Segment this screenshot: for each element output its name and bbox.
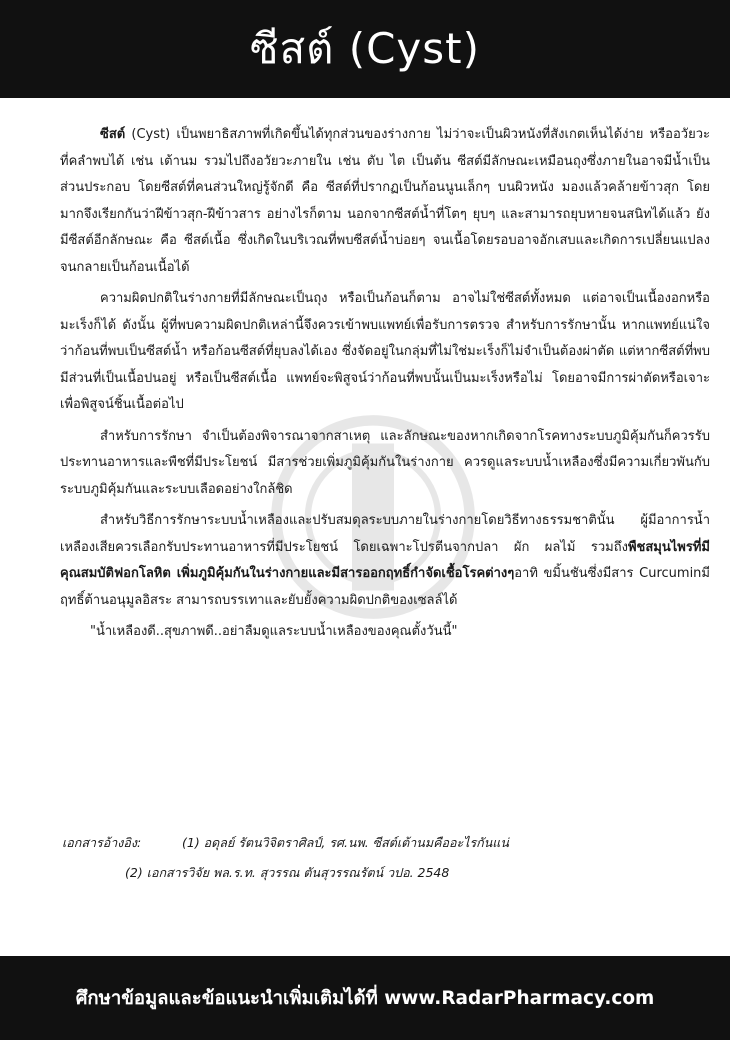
references: [62, 828, 702, 888]
slogan-quote: "น้ำเหลืองดี..สุขภาพดี..อย่าลืมดูแลระบบน้ำเหลืองของคุณตั้งวันนี้": [90, 624, 458, 639]
herb-highlight: พืชสมุนไพรที่มีคุณสมบัติฟอกโลหิต เพิ่มภูมิคุ้มกันในร่างกายและมีสารออกฤทธิ์กำจัดเชื้อโรคต่างๆ: [60, 539, 710, 581]
references-label: เอกสารอ้างอิง:: [62, 835, 142, 850]
paragraph-natural-treatment: สำหรับวิธีการรักษาระบบน้ำเหลืองและปรับสมดุลระบบภายในร่างกายโดยวิธีทางธรรมชาตินั้น ผู้มีอาการน้ำเหลืองเสียควรเลือกรับประทานอาหารที่มีประโยชน์ โดยเฉพาะโปรตีนจากปลา ผัก ผลไม้ รวมถึงพืชสมุนไพรที่มีคุณสมบัติฟอกโลหิต เพิ่มภูมิคุ้มกันในร่างกายและมีสารออกฤทธิ์กำจัดเชื้อโรคต่างๆอาทิ ขมิ้นชันซึ่งมีสาร Curcuminมีฤทธิ์ต้านอนุมูลอิสระ สามารถบรรเทาและยับยั้งความผิดปกติของเซลล์ได้: [60, 513, 710, 608]
reference-item: (2) เอกสารวิจัย พล.ร.ท. สุวรรณ ตันสุวรรณรัตน์ วปอ. 2548: [125, 865, 450, 880]
footer-banner: [0, 956, 730, 1040]
article-body: [60, 122, 710, 651]
page-title: ซีสต์ (Cyst): [249, 24, 481, 73]
title-banner: [0, 0, 730, 98]
paragraph-treatment: สำหรับการรักษา จำเป็นต้องพิจารณาจากสาเหตุ และลักษณะของหากเกิดจากโรคทางระบบภูมิคุ้มกันก็ควรรับประทานอาหารและพืชที่มีประโยชน์ มีสารช่วยเพิ่มภูมิคุ้มกันในร่างกาย ควรดูแลระบบน้ำเหลืองซึ่งมีความเกี่ยวพันกับระบบภูมิคุ้มกันและระบบเลือดอย่างใกล้ชิด: [60, 428, 710, 497]
reference-item: เอกสารอ้างอิง: (1) อดุลย์ รัตนวิจิตราศิลป์, รศ.นพ. ซีสต์เต้านมคืออะไรกันแน่: [62, 828, 702, 858]
term-cyst: ซีสต์: [100, 127, 126, 142]
paragraph-intro: ซีสต์ (Cyst) เป็นพยาธิสภาพที่เกิดขึ้นได้ทุกส่วนของร่างกาย ไม่ว่าจะเป็นผิวหนังที่สังเกตเห็นได้ง่าย หรืออวัยวะที่คลำพบได้ เช่น เต้านม รวมไปถึงอวัยวะภายใน เช่น ตับ ไต เป็นต้น ซีสต์มีลักษณะเหมือนถุงซึ่งภายในอาจมีน้ำเป็นส่วนประกอบ โดยซีสต์ที่คนส่วนใหญ่รู้จักดี คือ ซีสต์ที่ปรากฏเป็นก้อนนูนเล็กๆ บนผิวหนัง มองแล้วคล้ายข้าวสุก โดยมากจึงเรียกกันว่าฝีข้าวสุก-ฝีข้าวสาร อย่างไรก็ตาม นอกจากซีสต์น้ำที่โตๆ ยุบๆ และสามารถยุบหายจนสนิทได้แล้ว ยังมีซีสต์อีกลักษณะ คือ ซีสต์เนื้อ ซึ่งเกิดในบริเวณที่พบซีสต์น้ำบ่อยๆ จนเนื้อโดยรอบอาจอักเสบและเกิดการเปลี่ยนแปลงจนกลายเป็นก้อนเนื้อได้: [60, 127, 710, 275]
footer-text: ศึกษาข้อมูลและข้อแนะนำเพิ่มเติมได้ที่ www.RadarPharmacy.com: [75, 987, 655, 1009]
paragraph-diagnosis: ความผิดปกติในร่างกายที่มีลักษณะเป็นถุง หรือเป็นก้อนก็ตาม อาจไม่ใช่ซีสต์ทั้งหมด แต่อาจเป็นเนื้องอกหรือมะเร็งก็ได้ ดังนั้น ผู้ที่พบความผิดปกติเหล่านี้จึงควรเข้าพบแพทย์เพื่อรับการตรวจ สำหรับการรักษานั้น หากแพทย์แน่ใจว่าก้อนที่พบเป็นซีสต์น้ำ หรือก้อนซีสต์ที่ยุบลงได้เอง ซึ่งจัดอยู่ในกลุ่มที่ไม่ใช่มะเร็งก็ไม่จำเป็นต้องผ่าตัด แต่หากซีสต์ที่พบมีส่วนที่เป็นเนื้อปนอยู่ หรือเป็นซีสต์เนื้อ แพทย์จะพิสูจน์ว่าก้อนที่พบนั้นเป็นมะเร็งหรือไม่ โดยอาจมีการผ่าตัดหรือเจาะเพื่อพิสูจน์ชิ้นเนื้อต่อไป: [60, 291, 710, 412]
